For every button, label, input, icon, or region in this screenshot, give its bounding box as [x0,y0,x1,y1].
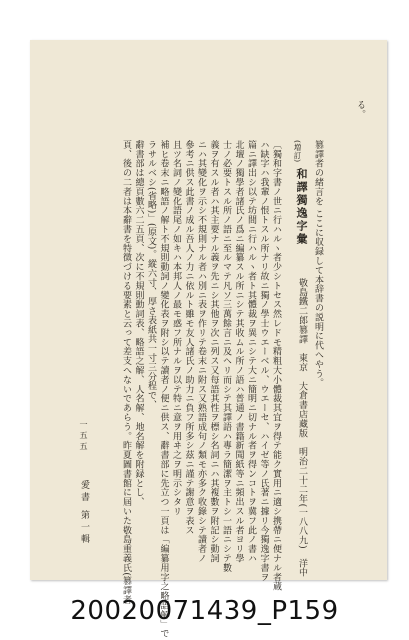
body-column: ラサルベシ(省略)」(原文)。縱六寸、厚さ表紙共一寸三分程で、 [146,140,156,410]
body-column: 參考ニ供ス此書ノ成ル吾人ノ力ニ依ルト雖モ友人諸氏ノ助力ニ負フ所多シ茲ニ謹テ謝意ヲ表ス [183,140,194,535]
body-column: ハ缺字ハ我輩ノ恨トスル所ナリ故ニ獨ノ學士ウエーベル、ウエーセ、ハイゼ等ノ氏著ニ據リ今獨逸字書ヲ [258,140,269,582]
body-column: 義ヲ有スル者ハ其主要ナル義ヲ先ニシ其他ヲ次ニ列ス又每語其性ヲ標シ名詞ニハ其複數ヲ附記シ動詞 [208,140,219,563]
body-column: 且ツ名詞ノ變化語尾ノ如キハ本邦人ノ最モ惑フ所ナルヲ以テ特ニ意ヲ用ヰ之ヲ明示シタリ [171,140,181,516]
page-number: 一五五 [79,420,88,453]
title-prefix: (増訂) [293,140,302,163]
body-column: ニハ其變化ヲ示シ不規則ナル者ハ別ニ表ヲ作リテ卷末ニ附ス又熟語成句ノ類モ亦多ク收錄シテ讀者ノ [196,140,206,563]
intro-column: 篡譯者の緒言を ここに収録して本辞書の説明に代へやう。 [313,140,323,388]
author-publisher-line: 敬島鐵二郎篡譯 東京 大倉書店藏版 明治二十二年(一八八九) 洋中 [297,278,307,578]
body-column: 士ノ必要トスル所ノ語ニ至ルマテ凡ソ三萬餘言ニ及ヘリ而シテ其譯語ハ專ラ簡潔ヲ主トシ一語ニシテ數 [221,140,231,573]
body-column: 頁、後の二者は本辭書を特徴づける要素と云って差支へないであらう。昨夏圖書館に屆いた敬島重義氏(篡譯者 [121,140,131,605]
page-footer-title: 愛書 第一輯 [79,480,89,546]
body-column: 辭書部は總頁數六二五頁、次に不規則動詞表、略語之解、人名解、地名解を附録とし、 [133,140,144,507]
page-top-mark: る。 [355,100,365,119]
body-column: 補ヒ卷末ニ略語ノ解ト不規則動詞ノ變化表ヲ附シ以テ讀者ノ便ニ供ス、辭書部に先立つ一頁は「編纂用字之略語解」で [158,140,169,639]
body-column: 篇ニ譯出シ以テ坊間ニ行ハルヽ者ト其體裁ヲ異ニシテ大ニ簡明ニ切ナル者ヲ得ンコトヲ冀フ此ノ書ハ [246,140,256,563]
image-caption: 20020071439_P159 [70,596,339,626]
body-column: 〔獨和字書ノ世ニ行ハルヽ者少シトセス然レドモ精粗大小體裁其宜ヲ得テ能ク實用ニ適シ携帶ニ便ナル者蔵 [271,140,281,592]
body-column: 北壇ノ獨學者諸氏ノ爲ニ編纂スル所ニシテ其收ムル所ノ語ハ普通ノ書籍新聞紙等ニ頻出スル者ヨリ學 [233,140,244,563]
book-title: 和譯獨逸字彙 [295,168,308,246]
